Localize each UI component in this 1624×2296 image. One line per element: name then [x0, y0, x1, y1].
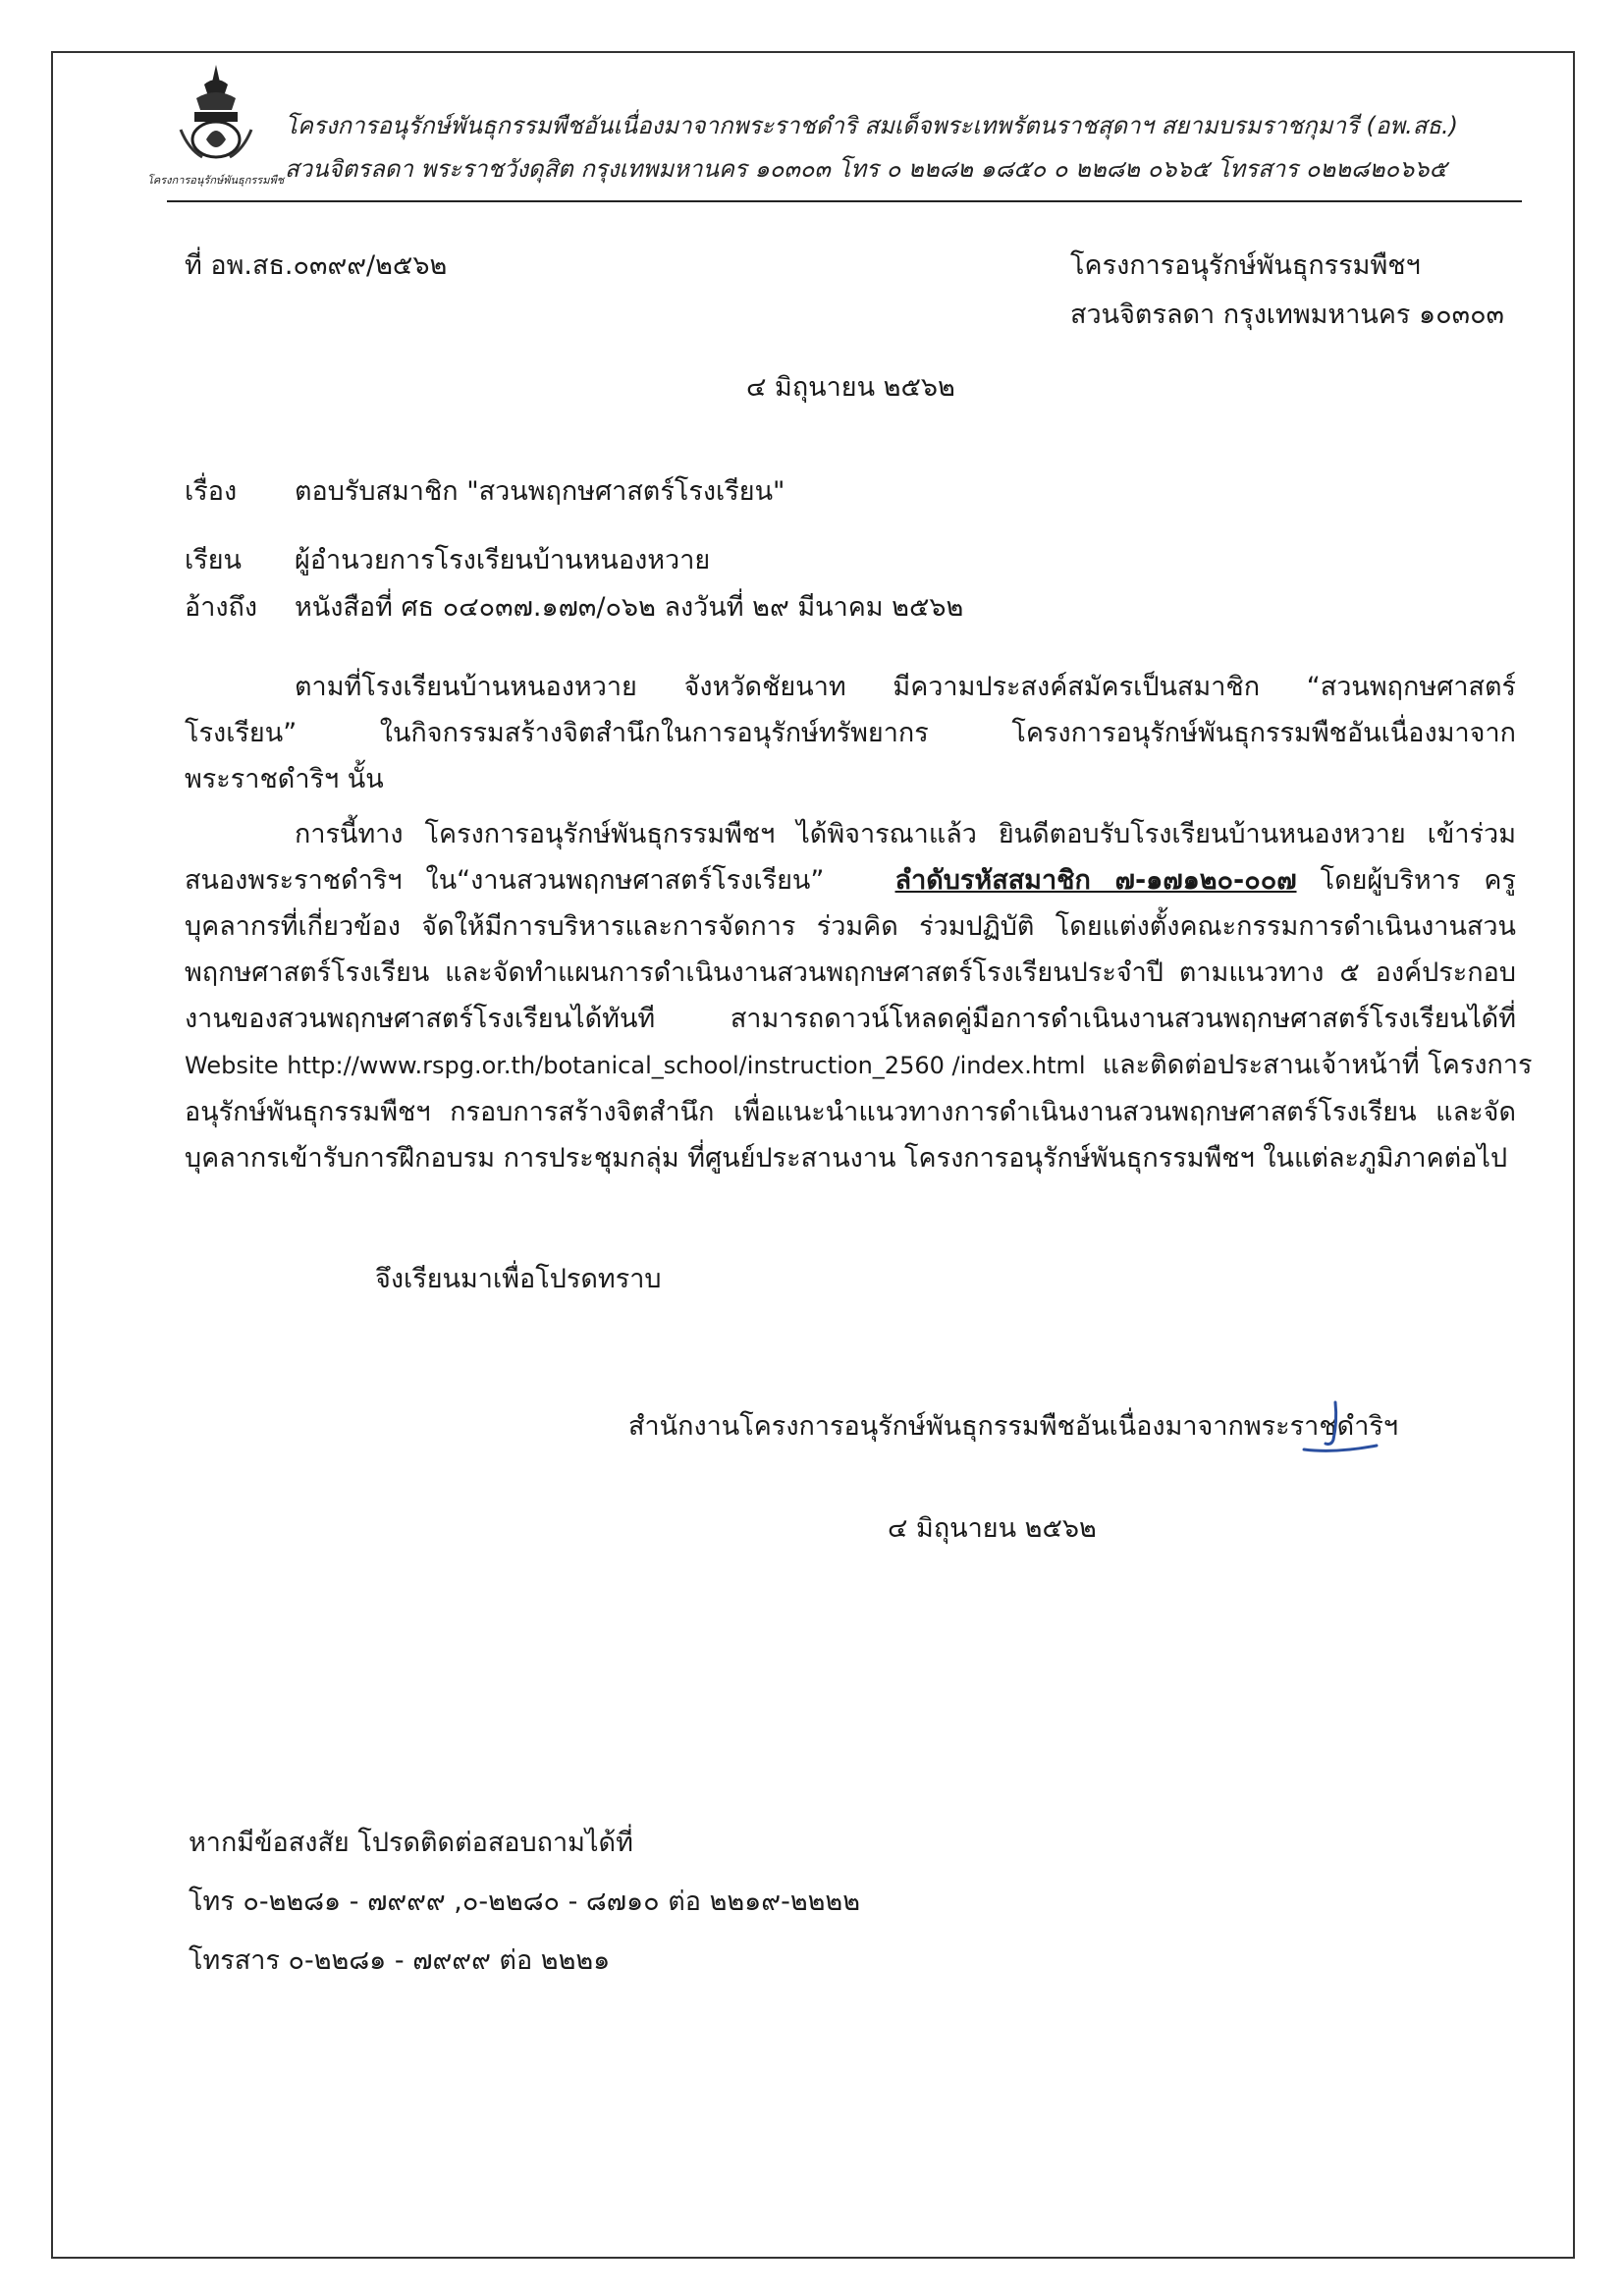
paragraph-1	[185, 664, 1516, 802]
letterhead-divider	[167, 200, 1522, 202]
subject-text: ตอบรับสมาชิก "สวนพฤกษศาสตร์โรงเรียน"	[295, 476, 785, 507]
paragraph-1-line: โรงเรียน” ในกิจกรรมสร้างจิตสำนึกในการอนุรักษ์ทรัพยากร โครงการอนุรักษ์พันธุกรรมพืชอันเนื่องมาจาก	[185, 718, 1516, 748]
reference-text: หนังสือที่ ศธ ๐๔๐๓๗.๑๗๓/๐๖๒ ลงวันที่ ๒๙ มีนาคม ๒๕๖๒	[295, 592, 964, 623]
contact-phone: โทร ๐-๒๒๘๑ - ๗๙๙๙ ,๐-๒๒๘๐ - ๘๗๑๐ ต่อ ๒๒๑๙-๒๒๒๒	[189, 1886, 861, 1917]
website-label: Website	[185, 1052, 279, 1079]
sender-line-1: โครงการอนุรักษ์พันธุกรรมพืชฯ	[1070, 250, 1421, 281]
paragraph-2-line: การนี้ทาง โครงการอนุรักษ์พันธุกรรมพืชฯ ได้พิจารณาแล้ว ยินดีตอบรับโรงเรียนบ้านหนองหวาย เข้าร่วม	[295, 819, 1516, 849]
paragraph-2	[185, 811, 1533, 1181]
closing-text: จึงเรียนมาเพื่อโปรดทราบ	[375, 1264, 662, 1294]
reference-number: ที่ อพ.สธ.๐๓๙๙/๒๕๖๒	[185, 250, 448, 281]
logo-caption: โครงการอนุรักษ์พันธุกรรมพืช	[147, 174, 285, 187]
paragraph-2-line	[185, 857, 1516, 903]
paragraph-2-text: สนองพระราชดำริฯ ใน“งานสวนพฤกษศาสตร์โรงเรียน”	[185, 865, 825, 896]
paragraph-2-text: โดยผู้บริหาร ครู	[1320, 865, 1516, 896]
paragraph-1-line: ตามที่โรงเรียนบ้านหนองหวาย จังหวัดชัยนาท มีความประสงค์สมัครเป็นสมาชิก “สวนพฤกษศาสตร์	[295, 672, 1516, 702]
letterhead-line-1: โครงการอนุรักษ์พันธุกรรมพืชอันเนื่องมาจากพระราชดำริ สมเด็จพระเทพรัตนราชสุดาฯ สยามบรมราชกุมารี (อพ.สธ.)	[285, 112, 1458, 139]
paragraph-2-line: บุคลากรเข้ารับการฝึกอบรม การประชุมกลุ่ม ที่ศูนย์ประสานงาน โครงการอนุรักษ์พันธุกรรมพืชฯ ในแต่ละภูมิภาคต่อไป	[185, 1143, 1508, 1174]
contact-intro: หากมีข้อสงสัย โปรดติดต่อสอบถามได้ที่	[189, 1828, 633, 1858]
paragraph-2-line: งานของสวนพฤกษศาสตร์โรงเรียนได้ทันที สามารถดาวน์โหลดคู่มือการดำเนินงานสวนพฤกษศาสตร์โรงเรียนได้ที่	[185, 1004, 1516, 1034]
letter-date: ๔ มิถุนายน ๒๕๖๒	[746, 372, 955, 403]
recipient-label: เรียน	[185, 545, 243, 575]
office-name: สำนักงานโครงการอนุรักษ์พันธุกรรมพืชอันเนื่องมาจากพระราชดำริฯ	[628, 1411, 1399, 1442]
paragraph-2-line	[185, 1042, 1533, 1089]
reference-label: อ้างถึง	[185, 592, 258, 623]
paragraph-2-text: และติดต่อประสานเจ้าหน้าที่ โครงการ	[1102, 1050, 1533, 1080]
website-url[interactable]: http://www.rspg.or.th/botanical_school/instruction_2560 /index.html	[287, 1052, 1086, 1079]
signature-mark-icon	[1296, 1393, 1384, 1471]
sender-line-2: สวนจิตรลดา กรุงเทพมหานคร ๑๐๓๐๓	[1070, 300, 1505, 330]
signature-date: ๔ มิถุนายน ๒๕๖๒	[888, 1513, 1097, 1544]
contact-fax: โทรสาร ๐-๒๒๘๑ - ๗๙๙๙ ต่อ ๒๒๒๑	[189, 1945, 611, 1976]
subject-label: เรื่อง	[185, 476, 238, 507]
recipient-text: ผู้อำนวยการโรงเรียนบ้านหนองหวาย	[295, 545, 711, 575]
paragraph-1-line: พระราชดำริฯ นั้น	[185, 764, 384, 794]
paragraph-2-line: อนุรักษ์พันธุกรรมพืชฯ กรอบการสร้างจิตสำนึก เพื่อแนะนำแนวทางการดำเนินงานสวนพฤกษศาสตร์โรงเรียน และจัด	[185, 1097, 1516, 1127]
letterhead-line-2: สวนจิตรลดา พระราชวังดุสิต กรุงเทพมหานคร ๑๐๓๐๓ โทร ๐ ๒๒๘๒ ๑๘๕๐ ๐ ๒๒๘๒ ๐๖๖๕ โทรสาร ๐๒๒๘๒๐๖๖๕	[285, 155, 1447, 183]
rspg-emblem-icon	[167, 61, 265, 179]
paragraph-2-line: พฤกษศาสตร์โรงเรียน และจัดทำแผนการดำเนินงานสวนพฤกษศาสตร์โรงเรียนประจำปี ตามแนวทาง ๕ องค์ประกอบ	[185, 957, 1516, 988]
paragraph-2-line: บุคลากรที่เกี่ยวข้อง จัดให้มีการบริหารและการจัดการ ร่วมคิด ร่วมปฏิบัติ โดยแต่งตั้งคณะกรรมการดำเนินงานสวน	[185, 911, 1516, 942]
member-code: ลำดับรหัสสมาชิก ๗-๑๗๑๒๐-๐๐๗	[894, 865, 1297, 896]
